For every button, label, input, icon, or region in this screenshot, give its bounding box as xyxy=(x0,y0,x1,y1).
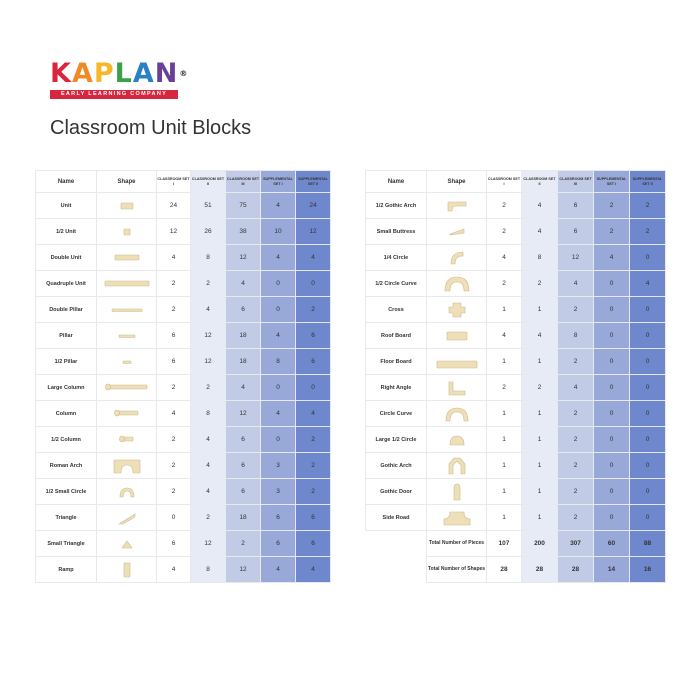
table-row xyxy=(366,505,666,531)
quantity-cell: 0 xyxy=(594,375,630,401)
quantity-cell: 2 xyxy=(558,453,594,479)
quantity-cell: 6 xyxy=(296,531,331,557)
quantity-cell: 0 xyxy=(594,479,630,505)
table-row xyxy=(36,531,331,557)
quantity-cell: 1 xyxy=(522,401,558,427)
quantity-cell: 4 xyxy=(226,375,261,401)
quantity-cell: 1 xyxy=(522,427,558,453)
gothic-door-block-icon xyxy=(427,479,487,505)
quantity-cell: 2 xyxy=(296,297,331,323)
block-name: 1/2 Pillar xyxy=(36,349,97,375)
column-header-classroom-set-2: CLASSROOM SET II xyxy=(191,171,226,193)
total-cell: 16 xyxy=(630,557,666,583)
block-name: Roman Arch xyxy=(36,453,97,479)
block-name: Double Pillar xyxy=(36,297,97,323)
quantity-cell: 2 xyxy=(558,505,594,531)
quantity-cell: 4 xyxy=(191,427,226,453)
logo-letter: A xyxy=(71,58,94,89)
quantity-cell: 1 xyxy=(487,427,522,453)
large-column-block-icon xyxy=(97,375,157,401)
half-pillar-block-icon xyxy=(97,349,157,375)
quantity-cell: 4 xyxy=(594,245,630,271)
quantity-cell: 1 xyxy=(522,349,558,375)
quantity-cell: 1 xyxy=(487,505,522,531)
quantity-cell: 0 xyxy=(594,427,630,453)
quantity-cell: 8 xyxy=(261,349,296,375)
quantity-cell: 0 xyxy=(296,271,331,297)
quantity-cell: 0 xyxy=(261,271,296,297)
total-cell: 28 xyxy=(522,557,558,583)
double-pillar-block-icon xyxy=(97,297,157,323)
table-row xyxy=(36,479,331,505)
table-row xyxy=(366,245,666,271)
half-circle-curve-block-icon xyxy=(427,271,487,297)
table-row xyxy=(36,323,331,349)
quantity-cell: 1 xyxy=(522,479,558,505)
table-row xyxy=(366,479,666,505)
quantity-cell: 2 xyxy=(157,297,191,323)
quantity-cell: 2 xyxy=(157,479,191,505)
total-cell: 107 xyxy=(487,531,522,557)
circle-curve-block-icon xyxy=(427,401,487,427)
quantity-cell: 12 xyxy=(296,219,331,245)
column-header-name: Name xyxy=(366,171,427,193)
quantity-cell: 4 xyxy=(191,479,226,505)
quantity-cell: 4 xyxy=(261,245,296,271)
quantity-cell: 6 xyxy=(226,453,261,479)
quantity-cell: 2 xyxy=(191,375,226,401)
quantity-cell: 6 xyxy=(296,505,331,531)
quantity-cell: 2 xyxy=(558,349,594,375)
half-gothic-arch-block-icon xyxy=(427,193,487,219)
quantity-cell: 0 xyxy=(594,401,630,427)
quantity-cell: 4 xyxy=(522,323,558,349)
quantity-cell: 4 xyxy=(558,271,594,297)
quantity-cell: 4 xyxy=(558,375,594,401)
quantity-cell: 6 xyxy=(157,531,191,557)
empty-cell xyxy=(366,531,427,557)
block-name: Gothic Arch xyxy=(366,453,427,479)
quantity-cell: 0 xyxy=(594,453,630,479)
small-triangle-block-icon xyxy=(97,531,157,557)
block-name: Roof Board xyxy=(366,323,427,349)
quantity-cell: 4 xyxy=(296,557,331,583)
quantity-cell: 3 xyxy=(261,453,296,479)
table-row xyxy=(36,427,331,453)
block-name: Gothic Door xyxy=(366,479,427,505)
block-name: Large 1/2 Circle xyxy=(366,427,427,453)
quantity-cell: 8 xyxy=(191,557,226,583)
block-name: 1/4 Circle xyxy=(366,245,427,271)
total-cell: 60 xyxy=(594,531,630,557)
quarter-circle-block-icon xyxy=(427,245,487,271)
quantity-cell: 4 xyxy=(226,271,261,297)
block-name: Cross xyxy=(366,297,427,323)
quantity-cell: 6 xyxy=(226,297,261,323)
quantity-cell: 2 xyxy=(296,427,331,453)
quantity-cell: 4 xyxy=(487,245,522,271)
quantity-cell: 3 xyxy=(261,479,296,505)
quantity-cell: 4 xyxy=(191,297,226,323)
table-row xyxy=(36,401,331,427)
block-name: Quadruple Unit xyxy=(36,271,97,297)
quantity-cell: 6 xyxy=(157,323,191,349)
column-header-name: Name xyxy=(36,171,97,193)
totals-row xyxy=(366,531,666,557)
block-name: Pillar xyxy=(36,323,97,349)
table-header-row xyxy=(366,171,666,193)
quantity-cell: 2 xyxy=(191,271,226,297)
block-name: Column xyxy=(36,401,97,427)
quantity-cell: 4 xyxy=(261,557,296,583)
quantity-cell: 1 xyxy=(522,505,558,531)
quantity-cell: 6 xyxy=(226,479,261,505)
quantity-cell: 2 xyxy=(594,219,630,245)
quantity-cell: 0 xyxy=(630,349,666,375)
quantity-cell: 4 xyxy=(522,219,558,245)
quantity-cell: 1 xyxy=(522,453,558,479)
empty-cell xyxy=(366,557,427,583)
block-name: Floor Board xyxy=(366,349,427,375)
quantity-cell: 8 xyxy=(191,401,226,427)
quantity-cell: 75 xyxy=(226,193,261,219)
quantity-cell: 6 xyxy=(226,427,261,453)
quantity-cell: 4 xyxy=(487,323,522,349)
block-name: Small Triangle xyxy=(36,531,97,557)
table-row xyxy=(366,323,666,349)
gothic-arch-block-icon xyxy=(427,453,487,479)
quantity-cell: 2 xyxy=(157,453,191,479)
quantity-cell: 0 xyxy=(296,375,331,401)
logo-letter: A xyxy=(132,58,155,89)
table-row xyxy=(36,349,331,375)
table-row xyxy=(36,375,331,401)
table-header-row xyxy=(36,171,331,193)
block-name: Double Unit xyxy=(36,245,97,271)
table-row xyxy=(366,453,666,479)
quantity-cell: 4 xyxy=(296,401,331,427)
quantity-cell: 2 xyxy=(630,193,666,219)
quantity-cell: 2 xyxy=(558,427,594,453)
column-header-classroom-set-1: CLASSROOM SET I xyxy=(157,171,191,193)
quantity-cell: 0 xyxy=(630,505,666,531)
block-name: Small Buttress xyxy=(366,219,427,245)
quantity-cell: 0 xyxy=(594,505,630,531)
quantity-cell: 18 xyxy=(226,323,261,349)
quantity-cell: 6 xyxy=(558,193,594,219)
kaplan-logo xyxy=(50,60,188,99)
block-name: 1/2 Column xyxy=(36,427,97,453)
column-header-classroom-set-1: CLASSROOM SET I xyxy=(487,171,522,193)
column-block-icon xyxy=(97,401,157,427)
quantity-cell: 12 xyxy=(157,219,191,245)
quantity-cell: 12 xyxy=(191,349,226,375)
column-header-classroom-set-3: CLASSROOM SET III xyxy=(558,171,594,193)
quantity-cell: 4 xyxy=(157,557,191,583)
logo-letter: N xyxy=(154,58,179,89)
column-header-shape: Shape xyxy=(427,171,487,193)
quantity-cell: 6 xyxy=(296,349,331,375)
table-row xyxy=(36,557,331,583)
total-cell: 88 xyxy=(630,531,666,557)
quantity-cell: 2 xyxy=(157,427,191,453)
table-row xyxy=(366,271,666,297)
block-name: Right Angle xyxy=(366,375,427,401)
total-cell: 307 xyxy=(558,531,594,557)
block-name: 1/2 Circle Curve xyxy=(366,271,427,297)
table-row xyxy=(366,297,666,323)
quantity-cell: 2 xyxy=(487,219,522,245)
quantity-cell: 2 xyxy=(487,193,522,219)
logo-tagline: EARLY LEARNING COMPANY xyxy=(50,90,178,99)
quantity-cell: 2 xyxy=(296,479,331,505)
quantity-cell: 4 xyxy=(261,401,296,427)
quantity-cell: 4 xyxy=(157,401,191,427)
quantity-cell: 4 xyxy=(261,323,296,349)
quantity-cell: 6 xyxy=(296,323,331,349)
side-road-block-icon xyxy=(427,505,487,531)
quantity-cell: 4 xyxy=(522,193,558,219)
table-row xyxy=(366,427,666,453)
quantity-cell: 2 xyxy=(630,219,666,245)
quantity-cell: 12 xyxy=(226,245,261,271)
quantity-cell: 1 xyxy=(487,453,522,479)
block-name: Triangle xyxy=(36,505,97,531)
quantity-cell: 2 xyxy=(157,271,191,297)
totals-label: Total Number of Shapes xyxy=(427,557,487,583)
quantity-cell: 2 xyxy=(558,401,594,427)
table-row xyxy=(36,193,331,219)
table-row xyxy=(36,245,331,271)
quantity-cell: 8 xyxy=(191,245,226,271)
roman-arch-block-icon xyxy=(97,453,157,479)
quantity-cell: 0 xyxy=(261,427,296,453)
quantity-cell: 0 xyxy=(261,375,296,401)
quantity-cell: 0 xyxy=(630,479,666,505)
quantity-cell: 6 xyxy=(261,505,296,531)
table-row xyxy=(366,219,666,245)
quantity-cell: 0 xyxy=(630,401,666,427)
quantity-cell: 24 xyxy=(296,193,331,219)
block-name: Large Column xyxy=(36,375,97,401)
quantity-cell: 38 xyxy=(226,219,261,245)
quantity-cell: 0 xyxy=(594,271,630,297)
quantity-cell: 4 xyxy=(296,245,331,271)
total-cell: 28 xyxy=(558,557,594,583)
logo-wordmark xyxy=(50,60,188,87)
block-name: Side Road xyxy=(366,505,427,531)
quantity-cell: 4 xyxy=(630,271,666,297)
totals-label: Total Number of Pieces xyxy=(427,531,487,557)
quantity-cell: 6 xyxy=(157,349,191,375)
quantity-cell: 2 xyxy=(594,193,630,219)
total-cell: 200 xyxy=(522,531,558,557)
quantity-cell: 2 xyxy=(558,297,594,323)
quantity-cell: 4 xyxy=(191,453,226,479)
table-row xyxy=(366,193,666,219)
quantity-cell: 6 xyxy=(558,219,594,245)
quantity-cell: 6 xyxy=(261,531,296,557)
quantity-cell: 0 xyxy=(594,349,630,375)
small-buttress-block-icon xyxy=(427,219,487,245)
triangle-block-icon xyxy=(97,505,157,531)
quantity-cell: 1 xyxy=(487,349,522,375)
large-half-circle-block-icon xyxy=(427,427,487,453)
trademark-symbol: ® xyxy=(179,69,189,78)
page-title: Classroom Unit Blocks xyxy=(50,117,252,139)
column-header-supplemental-set-1: SUPPLEMENTAL SET I xyxy=(594,171,630,193)
block-name: 1/2 Small Circle xyxy=(36,479,97,505)
half-column-block-icon xyxy=(97,427,157,453)
quantity-cell: 12 xyxy=(558,245,594,271)
column-header-classroom-set-2: CLASSROOM SET II xyxy=(522,171,558,193)
right-angle-block-icon xyxy=(427,375,487,401)
quantity-cell: 12 xyxy=(226,557,261,583)
quantity-cell: 2 xyxy=(157,375,191,401)
totals-row xyxy=(366,557,666,583)
quadruple-unit-block-icon xyxy=(97,271,157,297)
total-cell: 14 xyxy=(594,557,630,583)
table-row xyxy=(36,297,331,323)
block-name: 1/2 Gothic Arch xyxy=(366,193,427,219)
half-unit-block-icon xyxy=(97,219,157,245)
quantity-cell: 1 xyxy=(522,297,558,323)
table-row xyxy=(36,505,331,531)
quantity-cell: 0 xyxy=(630,323,666,349)
block-name: 1/2 Unit xyxy=(36,219,97,245)
roof-board-block-icon xyxy=(427,323,487,349)
quantity-cell: 12 xyxy=(191,531,226,557)
quantity-cell: 2 xyxy=(487,375,522,401)
column-header-supplemental-set-2: SUPPLEMENTAL SET II xyxy=(630,171,666,193)
block-name: Ramp xyxy=(36,557,97,583)
table-row xyxy=(36,271,331,297)
quantity-cell: 12 xyxy=(226,401,261,427)
blocks-table-left xyxy=(35,170,331,583)
quantity-cell: 24 xyxy=(157,193,191,219)
double-unit-block-icon xyxy=(97,245,157,271)
quantity-cell: 12 xyxy=(191,323,226,349)
quantity-cell: 2 xyxy=(191,505,226,531)
quantity-cell: 4 xyxy=(261,193,296,219)
quantity-cell: 1 xyxy=(487,297,522,323)
quantity-cell: 0 xyxy=(594,323,630,349)
quantity-cell: 8 xyxy=(522,245,558,271)
table-row xyxy=(366,375,666,401)
total-cell: 28 xyxy=(487,557,522,583)
column-header-supplemental-set-2: SUPPLEMENTAL SET II xyxy=(296,171,331,193)
quantity-cell: 51 xyxy=(191,193,226,219)
blocks-table-right xyxy=(365,170,666,583)
quantity-cell: 0 xyxy=(594,297,630,323)
quantity-cell: 2 xyxy=(226,531,261,557)
quantity-cell: 4 xyxy=(157,245,191,271)
quantity-cell: 10 xyxy=(261,219,296,245)
floor-board-block-icon xyxy=(427,349,487,375)
table-row xyxy=(366,401,666,427)
ramp-block-icon xyxy=(97,557,157,583)
unit-block-icon xyxy=(97,193,157,219)
quantity-cell: 0 xyxy=(630,375,666,401)
quantity-cell: 8 xyxy=(558,323,594,349)
quantity-cell: 1 xyxy=(487,479,522,505)
logo-letter: L xyxy=(114,58,133,89)
quantity-cell: 18 xyxy=(226,349,261,375)
column-header-shape: Shape xyxy=(97,171,157,193)
quantity-cell: 2 xyxy=(296,453,331,479)
column-header-classroom-set-3: CLASSROOM SET III xyxy=(226,171,261,193)
quantity-cell: 0 xyxy=(630,427,666,453)
table-row xyxy=(366,349,666,375)
logo-letter: K xyxy=(50,58,72,89)
quantity-cell: 26 xyxy=(191,219,226,245)
quantity-cell: 18 xyxy=(226,505,261,531)
quantity-cell: 2 xyxy=(522,375,558,401)
half-small-circle-block-icon xyxy=(97,479,157,505)
block-name: Unit xyxy=(36,193,97,219)
pillar-block-icon xyxy=(97,323,157,349)
quantity-cell: 2 xyxy=(558,479,594,505)
block-name: Circle Curve xyxy=(366,401,427,427)
quantity-cell: 2 xyxy=(522,271,558,297)
quantity-cell: 0 xyxy=(157,505,191,531)
quantity-cell: 1 xyxy=(487,401,522,427)
quantity-cell: 0 xyxy=(261,297,296,323)
table-row xyxy=(36,219,331,245)
quantity-cell: 0 xyxy=(630,245,666,271)
quantity-cell: 2 xyxy=(487,271,522,297)
table-row xyxy=(36,453,331,479)
column-header-supplemental-set-1: SUPPLEMENTAL SET I xyxy=(261,171,296,193)
quantity-cell: 0 xyxy=(630,297,666,323)
quantity-cell: 0 xyxy=(630,453,666,479)
cross-block-icon xyxy=(427,297,487,323)
logo-letter: P xyxy=(93,58,115,89)
